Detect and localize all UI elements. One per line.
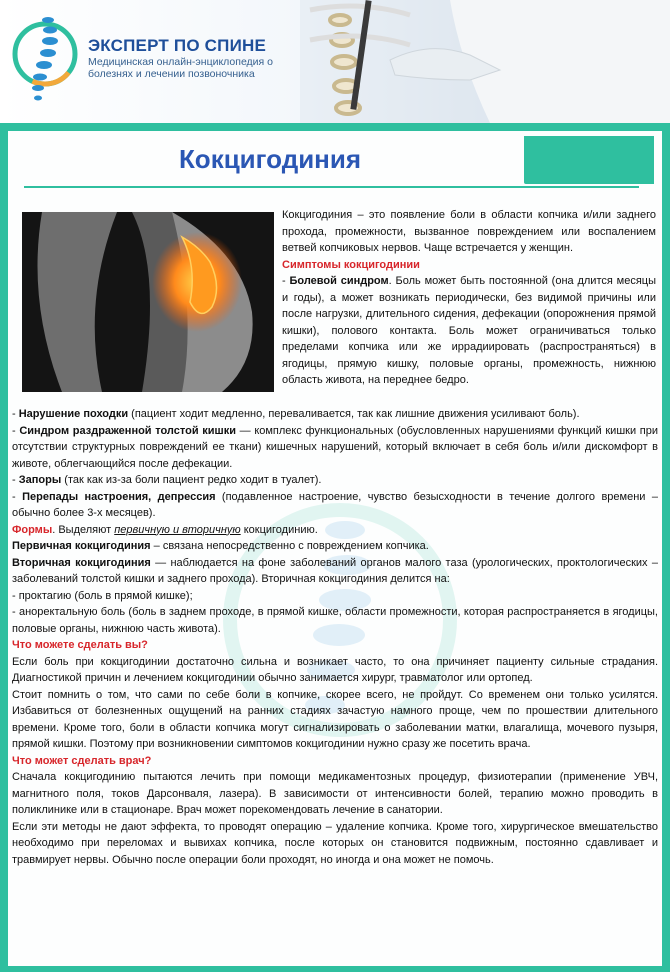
mood-text: (подавленное настроение, чувство безысходности в течение долгого времени – обычно более 3-х месяцев). [12, 490, 658, 519]
brand-subtitle: Медицинская онлайн-энциклопедия о болезнях и лечении позвоночника [88, 56, 273, 80]
symptoms-heading: Симптомы кокцигодинии [282, 258, 420, 271]
you-paragraph-1: Если боль при кокцигодинии достаточно сильна и возникает часто, то она причиняет пациенту сильные страдания. Диагностикой причин и лечением кокцигодинии обычно занимается хирург, травматолог или ортопед. [12, 655, 658, 684]
gait-text: (пациент ходит медленно, переваливается, так как лишние движения усиливают боль). [128, 408, 580, 420]
primary-text: – связана непосредственно с повреждением копчика. [150, 540, 429, 552]
you-paragraph-2: Стоит помнить о том, что сами по себе боли в копчике, скорее всего, не пройдут. Со временем они только усилятся. Избавиться от болезненных ощущений на ранних стадиях зачастую намного проще, чем по прошествии длительного времени. Кроме того, боли в области копчика могут сигнализировать о заболевании матки, влагалища, мочевого пузыря, прямой кишки. Поэтому при возникновении симптомов кокцигодинии нужно сразу же посетить врача. [12, 688, 658, 750]
pain-text: . Боль может быть постоянной (она длится месяцы и годы), а может возникать периодически, без видимой причины или после нагрузки, длительного сидения, дефекации (опорожнения прямой кишки), полового контакта. Боль может ограничиваться только пределами копчика или же иррадиировать (распространяться) в ягодицы, прямую кишку, половые органы, промежность, нижнюю область живота, на переднее бедро. [282, 275, 656, 386]
ibs-text: — комплекс функциональных (обусловленных нарушениями функций кишки при отсутствии структурных повреждений ее ткани) кишечных нарушений, который включает в себя боль и/или дискомфорт в животе, облегчающийся после дефекации. [12, 424, 658, 470]
doctor-heading: Что может сделать врач? [12, 754, 152, 767]
dash: - [12, 408, 19, 420]
you-heading: Что можете сделать вы? [12, 639, 148, 651]
secondary-label: Вторичная кокцигодиния [12, 556, 151, 569]
constipation-label: Запоры [18, 474, 62, 486]
page-title: Кокцигодиния [178, 144, 362, 174]
dash: - [282, 275, 290, 287]
anorectal-item: - аноректальную боль (боль в заднем проходе, в прямой кишке, области промежности, которая распространяется в ягодицы, половые органы, нижнюю часть живота). [12, 606, 658, 635]
gait-label: Нарушение походки [18, 408, 129, 420]
proctalgia-item: - проктагию (боль в прямой кишке); [12, 589, 193, 602]
secondary-text: — наблюдается на фоне заболеваний органов малого таза (урологических, проктологических – заболеваний толстой кишки и заднего прохода). Вторичная кокцигодиния делится на: [12, 556, 658, 585]
dash: - [12, 424, 20, 437]
forms-post: кокцигодинию. [240, 523, 318, 536]
constipation-text: (так как из-за боли пациент редко ходит в туалет). [61, 474, 322, 486]
forms-label: Формы [12, 523, 53, 536]
ibs-label: Синдром раздраженной толстой кишки [19, 424, 236, 437]
pain-label: Болевой синдром [289, 275, 389, 287]
doctor-paragraph-1: Сначала кокцигодинию пытаются лечить при помощи медикаментозных процедур, физиотерапии (применение УВЧ, магнитного поля, токов Дарсонваля, лазера). В зависимости от интенсивности болей, терапию можно проводить в поликлинике или в стационаре. Врач может порекомендовать лечение в санатории. [12, 771, 658, 816]
dash: - [12, 474, 19, 486]
primary-label: Первичная кокцигодиния [12, 540, 151, 552]
dash: - [12, 490, 23, 503]
brand-name: ЭКСПЕРТ ПО СПИНЕ [88, 36, 266, 55]
forms-pre: . Выделяют [52, 523, 115, 536]
forms-types: первичную и вторичную [114, 523, 241, 536]
mood-label: Перепады настроения, депрессия [22, 490, 216, 503]
intro-text: Кокцигодиния – это появление боли в области копчика и/или заднего прохода, промежности, вызванное повреждением или воспалением ветвей копчиковых нервов. Чаще встречается у женщин. [282, 209, 656, 254]
doctor-paragraph-2: Если эти методы не дают эффекта, то проводят операцию – удаление копчика. Кроме того, хирургическое вмешательство необходимо при переломах и вывихах копчика, после которых он становится подвижным, постоянно сдавливает и травмирует нервы. Обычно после операции боли проходят, но иногда и она может не помочь. [12, 820, 658, 866]
